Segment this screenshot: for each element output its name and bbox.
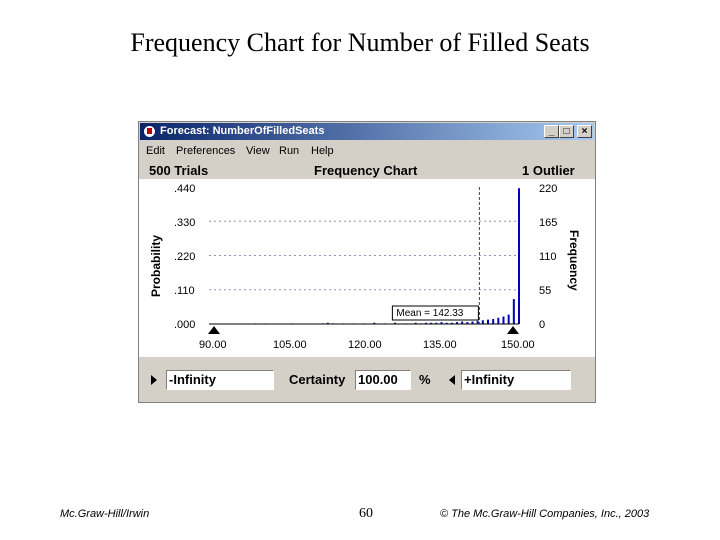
frequency-bar xyxy=(508,315,510,324)
menu-run[interactable]: Run xyxy=(279,145,300,157)
y2-tick-label: 55 xyxy=(539,285,552,297)
page-number: 60 xyxy=(359,506,373,521)
frequency-bar xyxy=(513,299,515,324)
close-button[interactable]: × xyxy=(577,125,592,138)
menu-view[interactable]: View xyxy=(246,145,270,157)
y-tick-label: .220 xyxy=(174,251,196,263)
y-tick-label: .110 xyxy=(174,285,195,297)
slide-title: Frequency Chart for Number of Filled Seats xyxy=(130,28,590,57)
y-axis-label: Probability xyxy=(149,234,163,297)
upper-bound-input[interactable]: +Infinity xyxy=(461,370,571,390)
maximize-button[interactable]: □ xyxy=(559,125,574,138)
footer-copyright: © The Mc.Graw-Hill Companies, Inc., 2003 xyxy=(440,508,650,520)
menu-edit[interactable]: Edit xyxy=(146,145,165,157)
forecast-window xyxy=(138,121,596,403)
footer-publisher: Mc.Graw-Hill/Irwin xyxy=(60,508,150,520)
chart-name: Frequency Chart xyxy=(314,163,418,178)
certainty-input[interactable]: 100.00 xyxy=(355,370,411,390)
frequency-bar xyxy=(492,319,494,324)
y2-tick-label: 0 xyxy=(539,319,546,331)
window-title: Forecast: NumberOfFilledSeats xyxy=(160,125,325,137)
chart-plot-background xyxy=(139,179,595,357)
lower-arrow-icon[interactable] xyxy=(151,375,157,385)
x-tick-label: 135.00 xyxy=(423,339,457,351)
outlier-count: 1 Outlier xyxy=(522,163,575,178)
y2-tick-label: 110 xyxy=(539,251,557,263)
frequency-bar xyxy=(503,317,505,324)
certainty-unit: % xyxy=(419,372,431,387)
frequency-bar xyxy=(518,188,520,324)
menu-help[interactable]: Help xyxy=(311,145,334,157)
x-tick-label: 120.00 xyxy=(348,339,382,351)
y-tick-label: .440 xyxy=(174,183,196,195)
y2-axis-label: Frequency xyxy=(567,230,581,291)
lower-bound-input[interactable]: -Infinity xyxy=(166,370,274,390)
y2-tick-label: 165 xyxy=(539,217,558,229)
frequency-bar xyxy=(487,320,489,324)
certainty-row xyxy=(139,370,597,392)
frequency-bar xyxy=(497,318,499,324)
frequency-chart xyxy=(139,122,595,366)
mean-label: Mean = 142.33 xyxy=(396,308,464,319)
x-tick-label: 105.00 xyxy=(273,339,307,351)
y-tick-label: .330 xyxy=(174,217,196,229)
certainty-label: Certainty xyxy=(289,372,346,387)
y-tick-label: .000 xyxy=(174,319,196,331)
y2-tick-label: 220 xyxy=(539,183,558,195)
minimize-button[interactable]: _ xyxy=(544,125,559,138)
trials-count: 500 Trials xyxy=(149,163,209,178)
upper-arrow-icon[interactable] xyxy=(449,375,455,385)
frequency-bar xyxy=(482,320,484,324)
x-tick-label: 90.00 xyxy=(199,339,227,351)
menu-preferences[interactable]: Preferences xyxy=(176,145,236,157)
x-tick-label: 150.00 xyxy=(501,339,535,351)
